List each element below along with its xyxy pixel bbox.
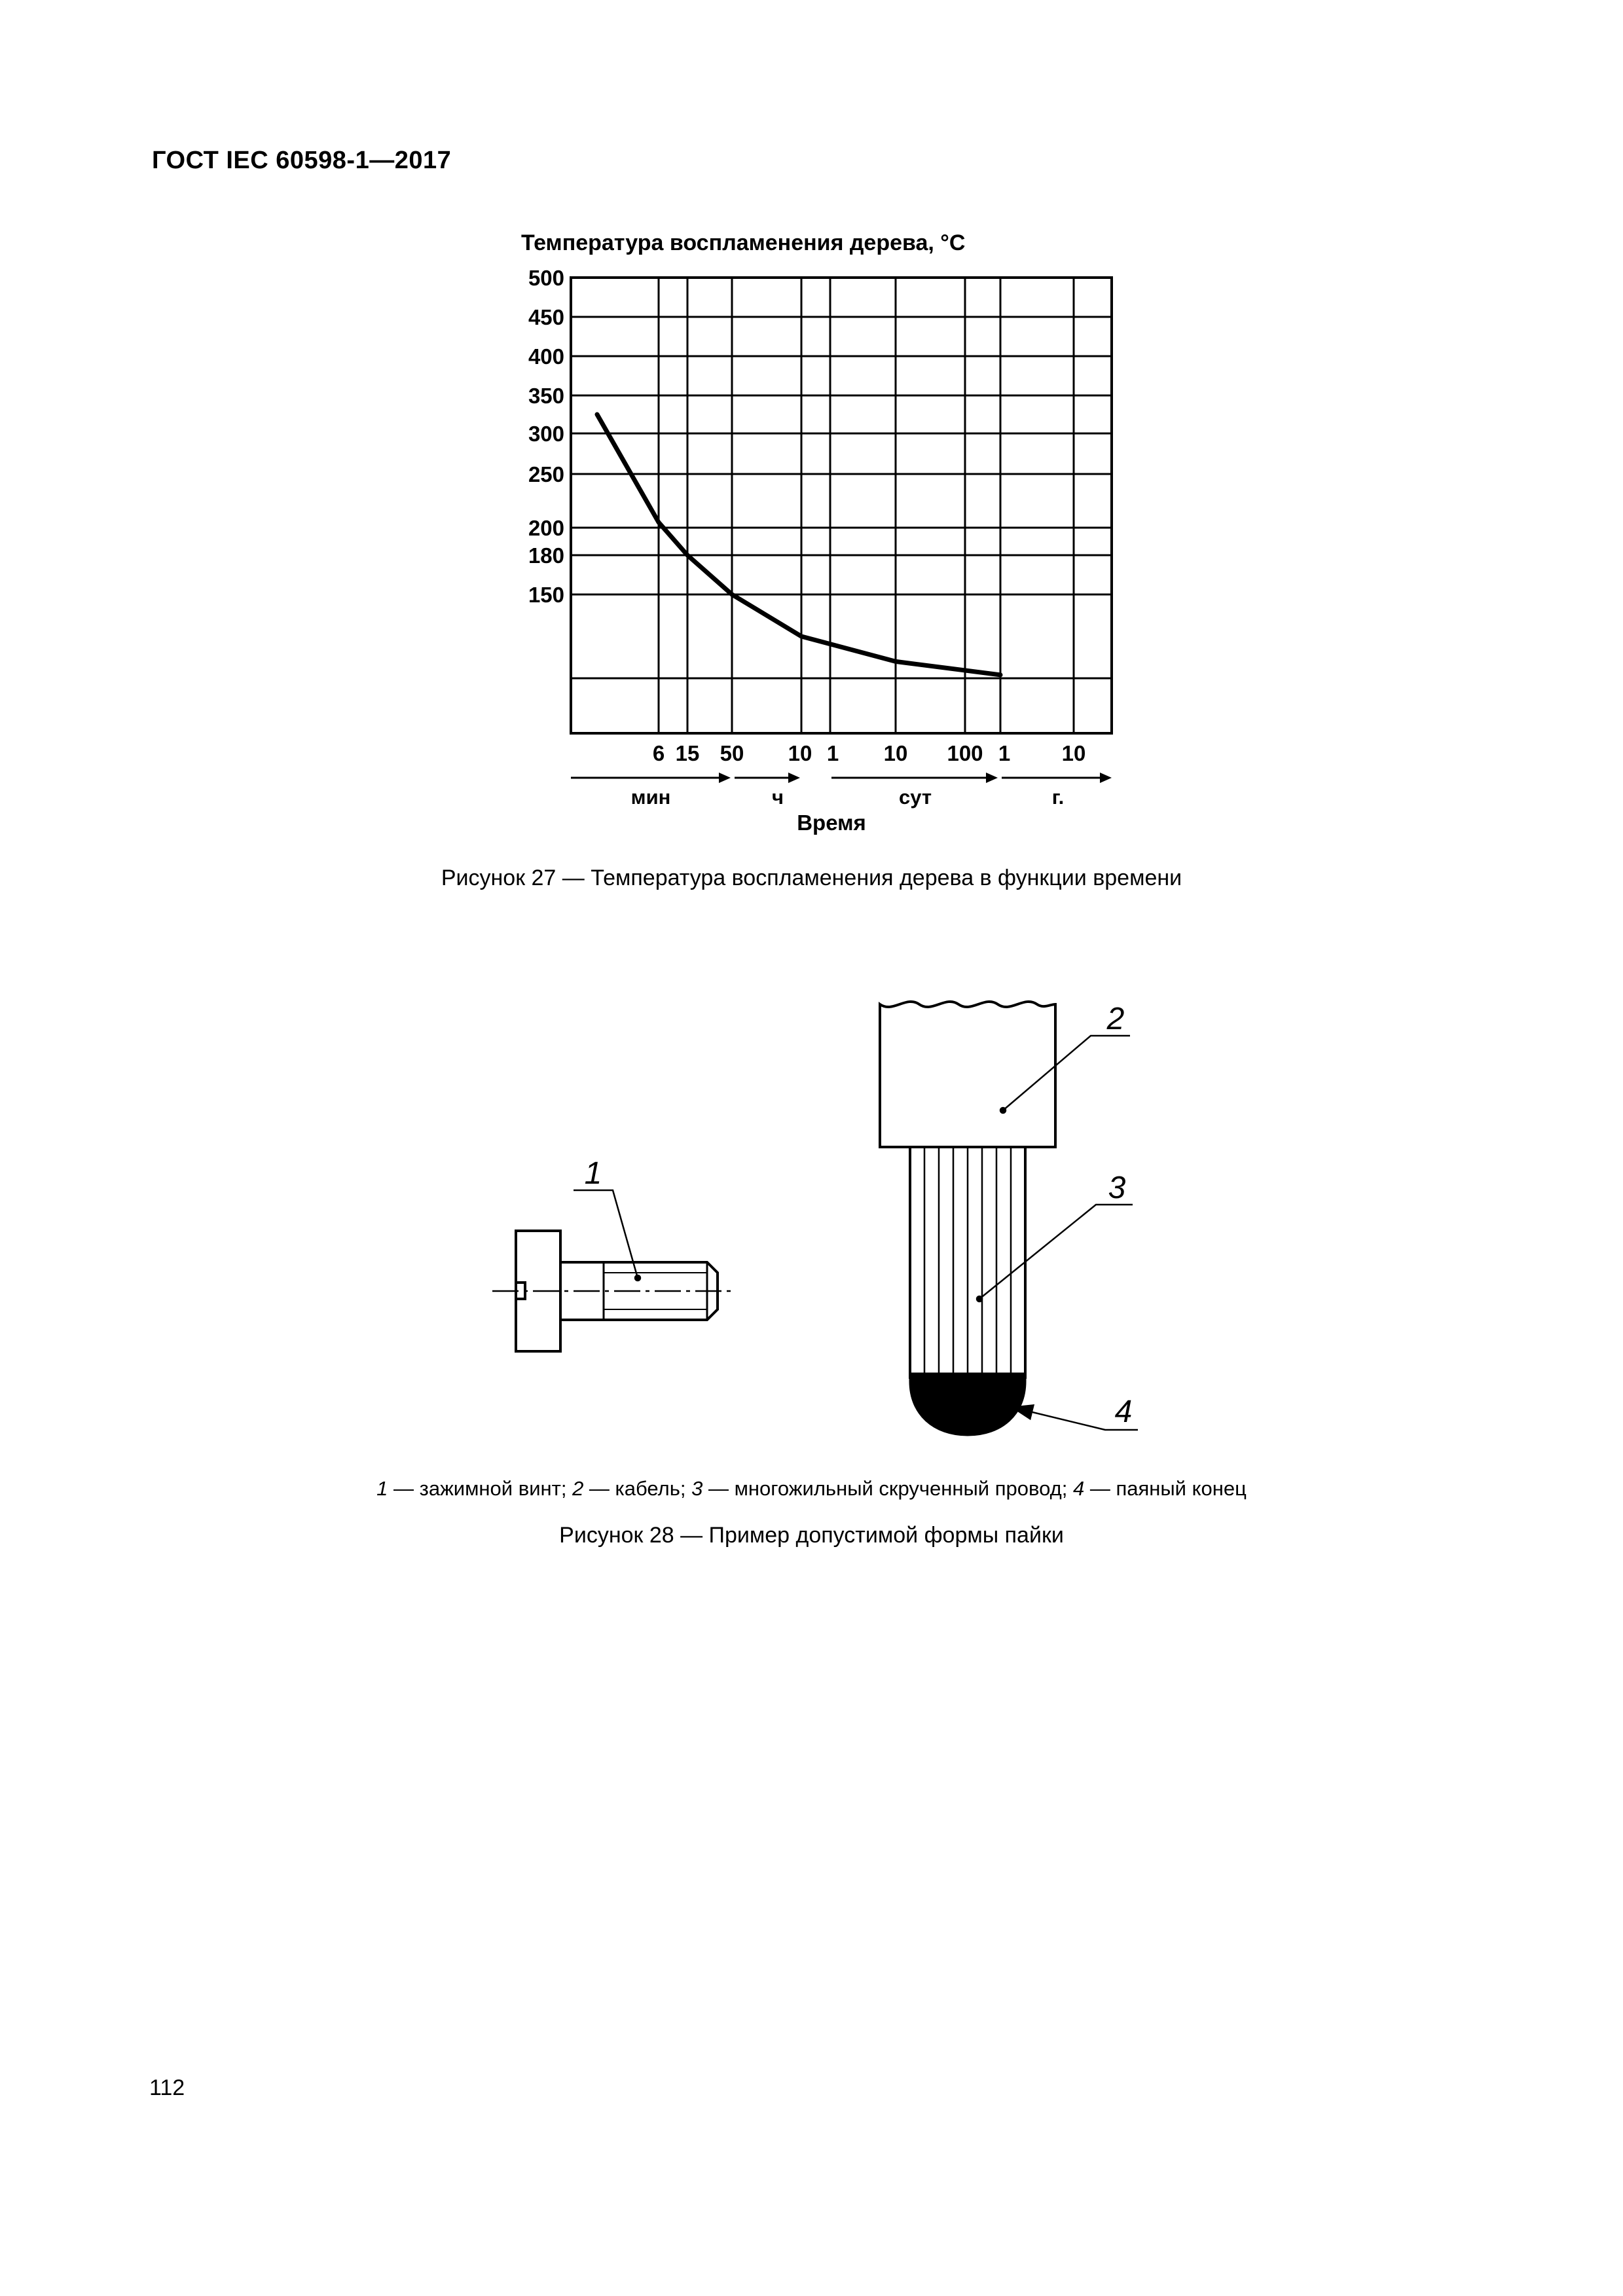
figure-27-caption: Рисунок 27 — Температура воспламенения дерева в функции времени [441, 866, 1182, 890]
y-tick-label: 200 [528, 516, 564, 540]
callout-4: 4 [1114, 1394, 1133, 1429]
cable [880, 1002, 1055, 1147]
clamping-screw [492, 1231, 736, 1351]
x-tick-label: 10 [1061, 741, 1086, 765]
x-unit-label: г. [1051, 786, 1065, 809]
figure-28-caption: Рисунок 28 — Пример допустимой формы пайки [559, 1523, 1064, 1548]
x-axis-label: Время [797, 811, 866, 835]
y-tick-label: 300 [528, 422, 564, 446]
figure-28-legend [0, 1477, 1623, 1501]
y-tick-label: 500 [528, 266, 564, 290]
y-tick-label: 350 [528, 384, 564, 408]
x-unit-label: сут [898, 786, 932, 809]
x-tick-label: 1 [826, 741, 839, 765]
legend-text-2: — кабель; [583, 1477, 692, 1500]
chart-title: Температура воспламенения дерева, °С [521, 230, 966, 255]
callout-2: 2 [1106, 1002, 1125, 1036]
callout-3: 3 [1108, 1171, 1126, 1205]
y-tick-label: 250 [528, 462, 564, 486]
x-tick-label: 6 [652, 741, 665, 765]
legend-num-1: 1 [376, 1477, 388, 1500]
stranded-wire [910, 1147, 1025, 1377]
x-unit-label: мин [630, 786, 671, 809]
x-unit-label: ч [772, 786, 784, 809]
x-tick-label: 50 [720, 741, 744, 765]
x-tick-label: 15 [675, 741, 700, 765]
legend-num-4: 4 [1072, 1477, 1085, 1500]
x-tick-label: 100 [947, 741, 983, 765]
x-tick-label: 10 [883, 741, 908, 765]
y-tick-label: 180 [528, 543, 564, 568]
soldered-end [910, 1374, 1025, 1435]
y-tick-label: 400 [528, 344, 564, 369]
x-tick-label: 1 [998, 741, 1011, 765]
document-header: ГОСТ IEC 60598-1—2017 [152, 147, 452, 174]
callout-1: 1 [584, 1156, 602, 1191]
legend-num-3: 3 [691, 1477, 703, 1500]
legend-text-3: — многожильный скрученный провод; [702, 1477, 1073, 1500]
page-number: 112 [149, 2075, 185, 2100]
y-tick-label: 150 [528, 583, 564, 607]
legend-num-2: 2 [572, 1477, 584, 1500]
legend-text-1: — зажимной винт; [388, 1477, 573, 1500]
x-tick-label: 10 [788, 741, 812, 765]
y-tick-label: 450 [528, 305, 564, 329]
legend-text-4: — паяный конец [1084, 1477, 1247, 1500]
